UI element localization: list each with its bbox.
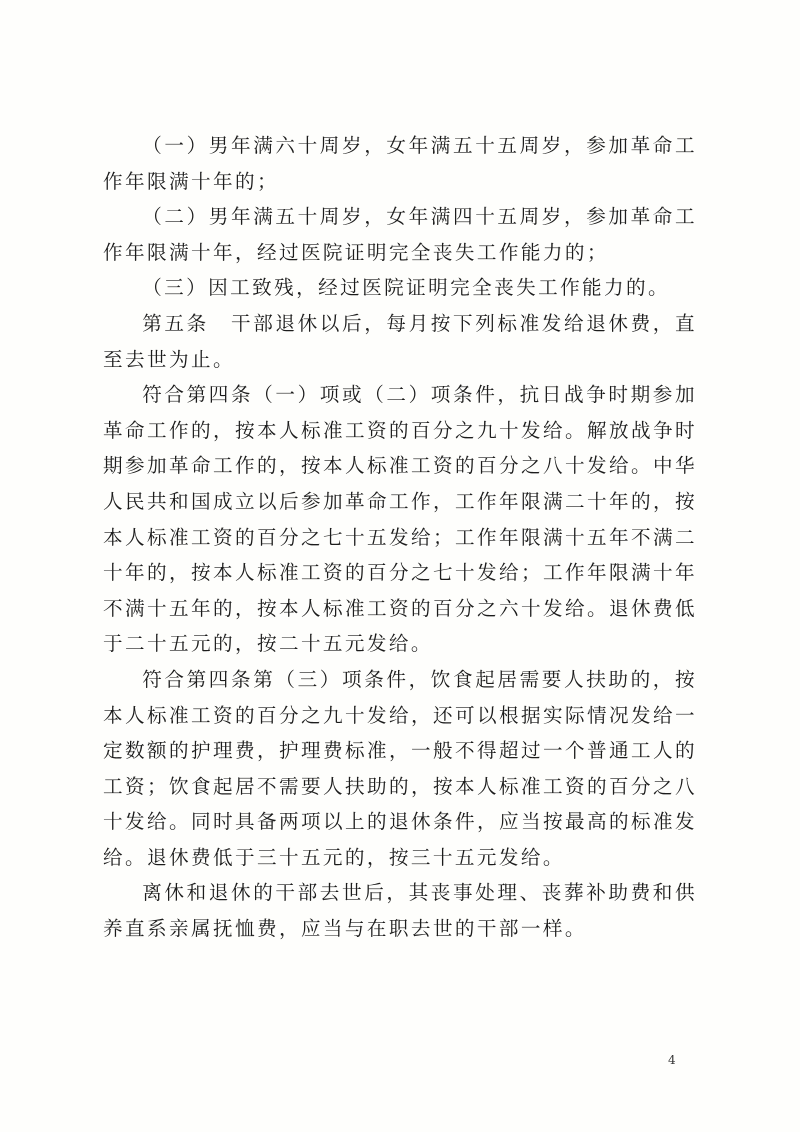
paragraph-clause-3: （三）因工致残，经过医院证明完全丧失工作能力的。 [142,276,671,300]
paragraph-article-5: 第五条 干部退休以后，每月按下列标准发给退休费，直至去世为止。 [103,311,697,371]
paragraph-disability-pay: 符合第四条第（三）项条件，饮食起居需要人扶助的，按本人标准工资的百分之九十发给，还可以根据实际情况发给一定数额的护理费，护理费标准，一般不得超过一个普通工人的工资；饮食起居不需要人扶助的，按本人标准工资的百分之八十发给。同时具备两项以上的退休条件，应当按最高的标准发给。退休费低于三十五元的，按三十五元发给。 [103,667,697,869]
paragraph-funeral-benefits: 离休和退休的干部去世后，其丧事处理、丧葬补助费和供养直系亲属抚恤费，应当与在职去世的干部一样。 [103,881,697,941]
paragraph-clause-1: （一）男年满六十周岁，女年满五十五周岁，参加革命工作年限满十年的； [103,134,697,193]
paragraph-retirement-pay-standard: 符合第四条（一）项或（二）项条件，抗日战争时期参加革命工作的，按本人标准工资的百分之九十发给。解放战争时期参加革命工作的，按本人标准工资的百分之八十发给。中华人民共和国成立以后参加革命工作，工作年限满二十年的，按本人标准工资的百分之七十五发给；工作年限满十五年不满二十年的，按本人标准工资的百分之七十发给；工作年限满十年不满十五年的，按本人标准工资的百分之六十发给。退休费低于二十五元的，按二十五元发给。 [103,383,697,656]
page-number: 4 [668,1053,676,1067]
document-body [103,128,697,947]
paragraph-clause-2: （二）男年满五十周岁，女年满四十五周岁，参加革命工作年限满十年，经过医院证明完全丧失工作能力的； [103,205,697,264]
